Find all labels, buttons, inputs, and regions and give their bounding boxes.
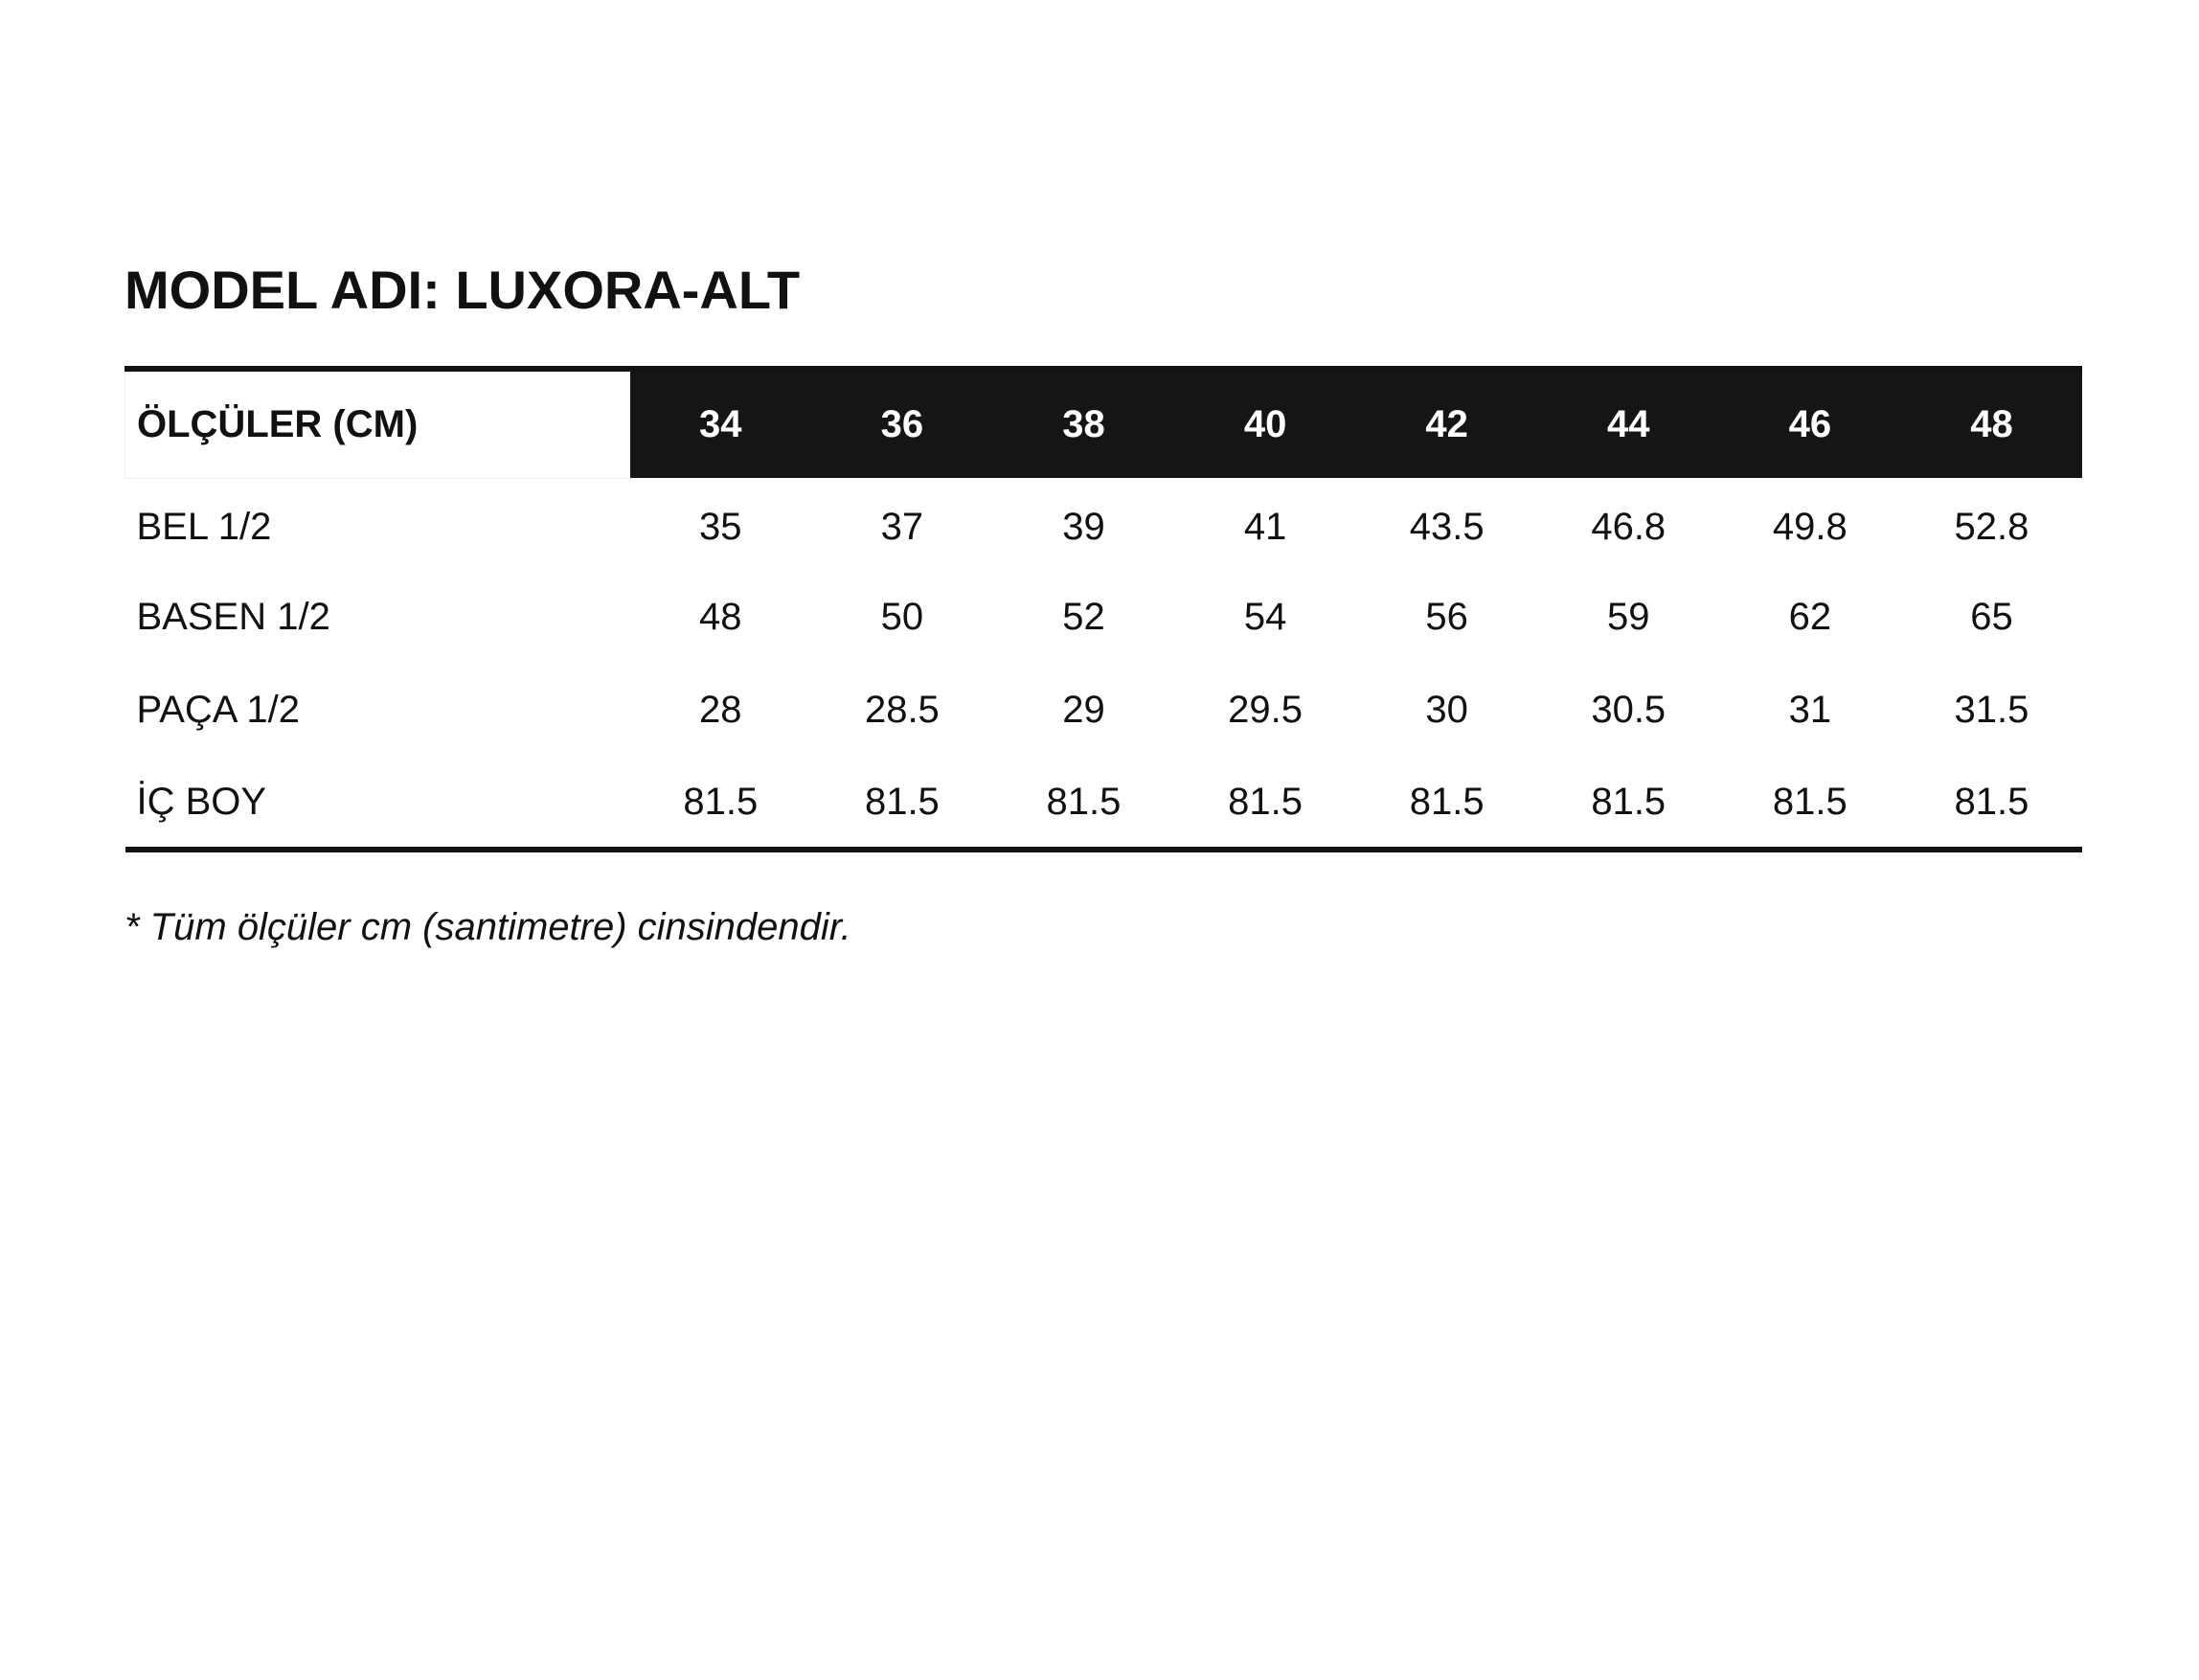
table-cell: 52.8 bbox=[1954, 506, 2029, 548]
size-header-cell: 38 bbox=[993, 369, 1175, 478]
size-header-cell: 48 bbox=[1901, 369, 2083, 478]
table-cell: 37 bbox=[880, 506, 924, 548]
size-header-cell: 34 bbox=[630, 369, 812, 478]
row-label: BEL 1/2 bbox=[136, 506, 272, 549]
table-cell: 30 bbox=[1425, 689, 1468, 731]
table-cell: 30.5 bbox=[1591, 689, 1666, 731]
size-header-cell: 44 bbox=[1537, 369, 1719, 478]
table-cell: 81.5 bbox=[1591, 780, 1666, 823]
table-cell: 39 bbox=[1062, 506, 1105, 548]
table-cell: 49.8 bbox=[1772, 506, 1848, 548]
table-row bbox=[125, 757, 2083, 850]
table-cell: 81.5 bbox=[1228, 780, 1303, 823]
table-cell: 62 bbox=[1788, 596, 1832, 638]
table-cell: 50 bbox=[880, 596, 924, 638]
footnote: * Tüm ölçüler cm (santimetre) cinsindendir. bbox=[125, 906, 851, 948]
size-chart-table bbox=[125, 366, 2082, 852]
table-cell: 31.5 bbox=[1954, 689, 2029, 731]
table-cell: 46.8 bbox=[1591, 506, 1666, 548]
header-label-cell: ÖLÇÜLER (CM) bbox=[125, 369, 630, 478]
table-cell: 28.5 bbox=[864, 689, 940, 731]
table-cell: 48 bbox=[699, 596, 742, 638]
table-cell: 41 bbox=[1243, 506, 1287, 548]
table-cell: 81.5 bbox=[1772, 780, 1848, 823]
table-cell: 81.5 bbox=[1046, 780, 1122, 823]
size-header-cell: 36 bbox=[811, 369, 993, 478]
size-header-cell: 42 bbox=[1356, 369, 1538, 478]
table-cell: 52 bbox=[1062, 596, 1105, 638]
table-cell: 81.5 bbox=[1409, 780, 1485, 823]
table-cell: 31 bbox=[1788, 689, 1832, 731]
table-cell: 56 bbox=[1425, 596, 1468, 638]
table-row bbox=[125, 478, 2083, 571]
table-cell: 43.5 bbox=[1409, 506, 1485, 548]
table-row bbox=[125, 664, 2083, 757]
table-cell: 59 bbox=[1607, 596, 1650, 638]
size-header-cell: 40 bbox=[1174, 369, 1356, 478]
table-cell: 29.5 bbox=[1228, 689, 1303, 731]
table-header-row bbox=[125, 369, 2083, 478]
row-label: PAÇA 1/2 bbox=[136, 689, 300, 731]
page-title: MODEL ADI: LUXORA-ALT bbox=[125, 260, 801, 320]
table-cell: 65 bbox=[1970, 596, 2013, 638]
row-label: BASEN 1/2 bbox=[136, 596, 330, 638]
table-row bbox=[125, 571, 2083, 664]
table-cell: 81.5 bbox=[864, 780, 940, 823]
table-cell: 54 bbox=[1243, 596, 1287, 638]
table-cell: 81.5 bbox=[1954, 780, 2029, 823]
table-cell: 35 bbox=[699, 506, 742, 548]
row-label: İÇ BOY bbox=[136, 780, 267, 823]
table-cell: 28 bbox=[699, 689, 742, 731]
table-cell: 29 bbox=[1062, 689, 1105, 731]
table-cell: 81.5 bbox=[683, 780, 759, 823]
size-header-cell: 46 bbox=[1719, 369, 1901, 478]
